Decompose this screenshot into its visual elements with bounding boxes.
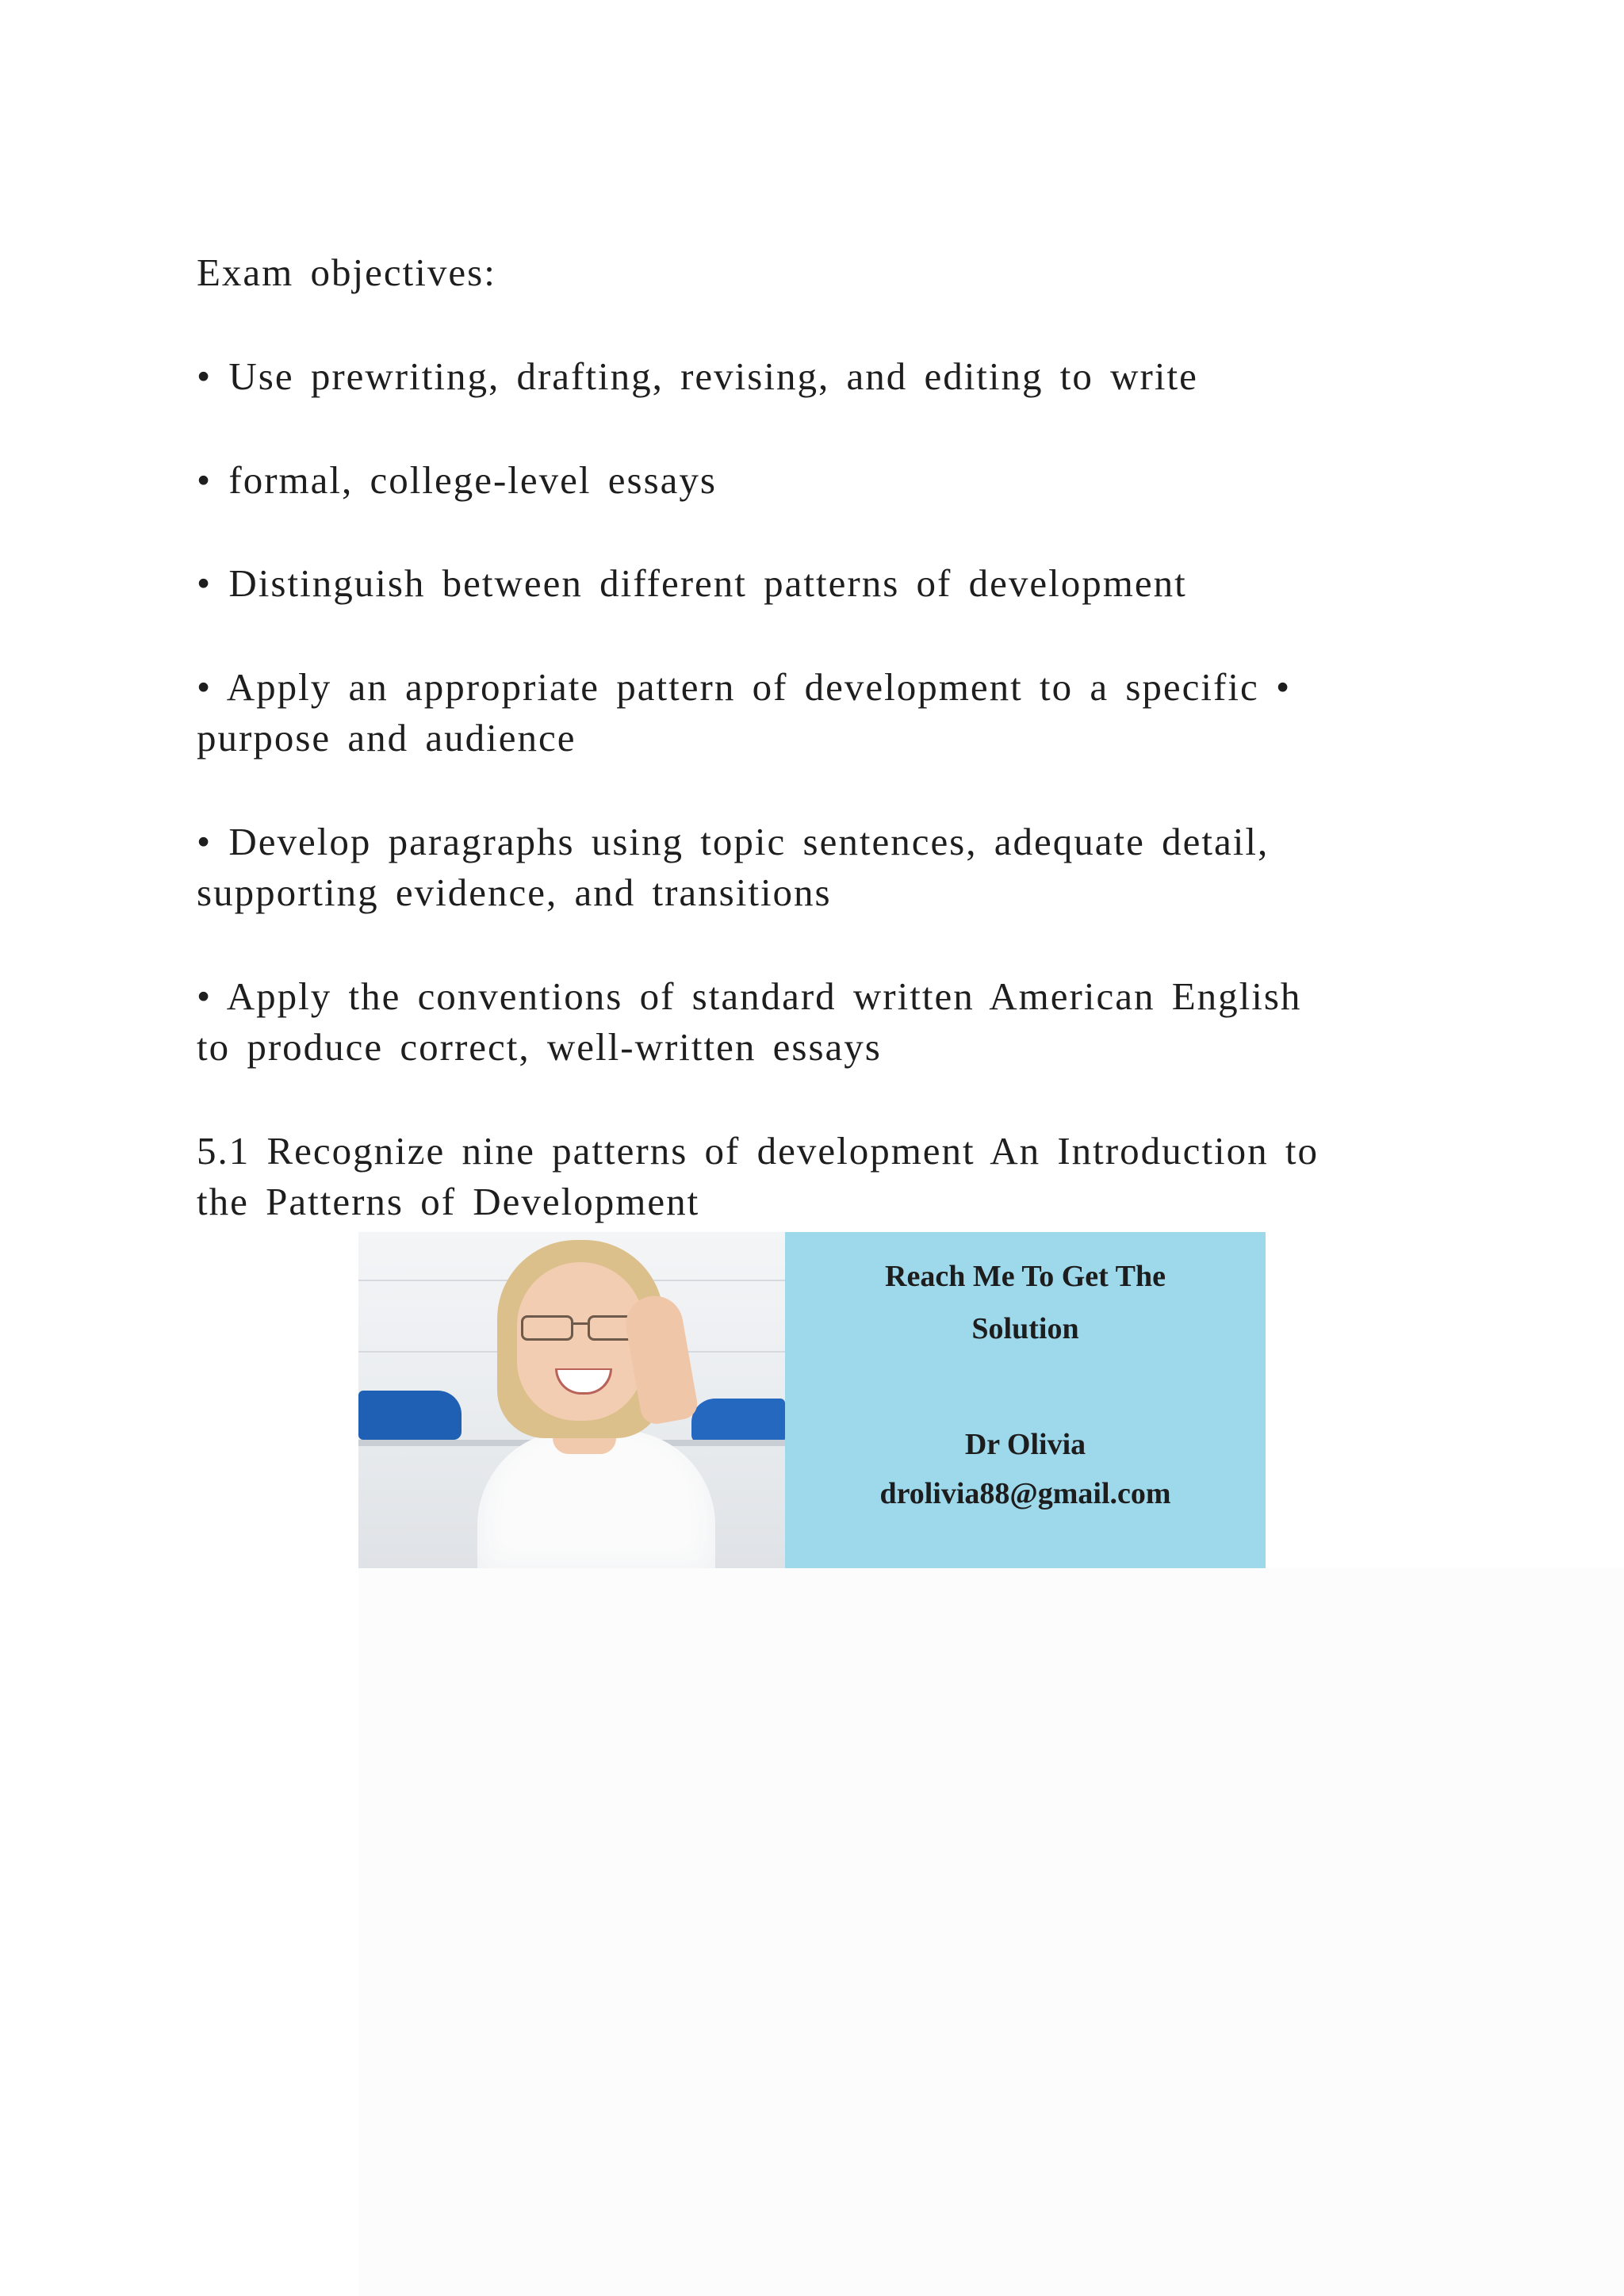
tutor-photo — [358, 1232, 785, 1568]
objective-line: • Apply an appropriate pattern of development to a specific • — [197, 665, 1292, 709]
contact-panel — [785, 1232, 1266, 1568]
objective-line-continued: to produce correct, well-written essays — [197, 1025, 882, 1069]
objective-line: • Distinguish between different patterns of development — [197, 561, 1187, 605]
objective-line: • formal, college-level essays — [197, 458, 717, 502]
contact-email: drolivia88@gmail.com — [879, 1477, 1171, 1510]
objective-line: • Use prewriting, drafting, revising, and editing to write — [197, 354, 1198, 398]
section-intro-line: 5.1 Recognize nine patterns of development An Introduction to — [197, 1129, 1319, 1173]
section-intro-line-continued: the Patterns of Development — [197, 1180, 700, 1223]
chair-shape — [691, 1399, 785, 1443]
objective-line: • Develop paragraphs using topic sentences, adequate detail, — [197, 820, 1270, 863]
objective-line-continued: supporting evidence, and transitions — [197, 871, 832, 914]
section-heading: Exam objectives: — [197, 251, 496, 294]
face-shape — [517, 1262, 644, 1421]
glasses-icon — [521, 1315, 640, 1337]
page-background-shade — [358, 1568, 1624, 2296]
chair-shape — [358, 1391, 462, 1440]
contact-heading-continued: Solution — [971, 1312, 1079, 1345]
contact-heading: Reach Me To Get The — [885, 1260, 1166, 1293]
contact-banner — [358, 1232, 1266, 1568]
objective-line: • Apply the conventions of standard written American English — [197, 974, 1302, 1018]
objective-line-continued: purpose and audience — [197, 716, 576, 760]
contact-name: Dr Olivia — [964, 1428, 1086, 1461]
